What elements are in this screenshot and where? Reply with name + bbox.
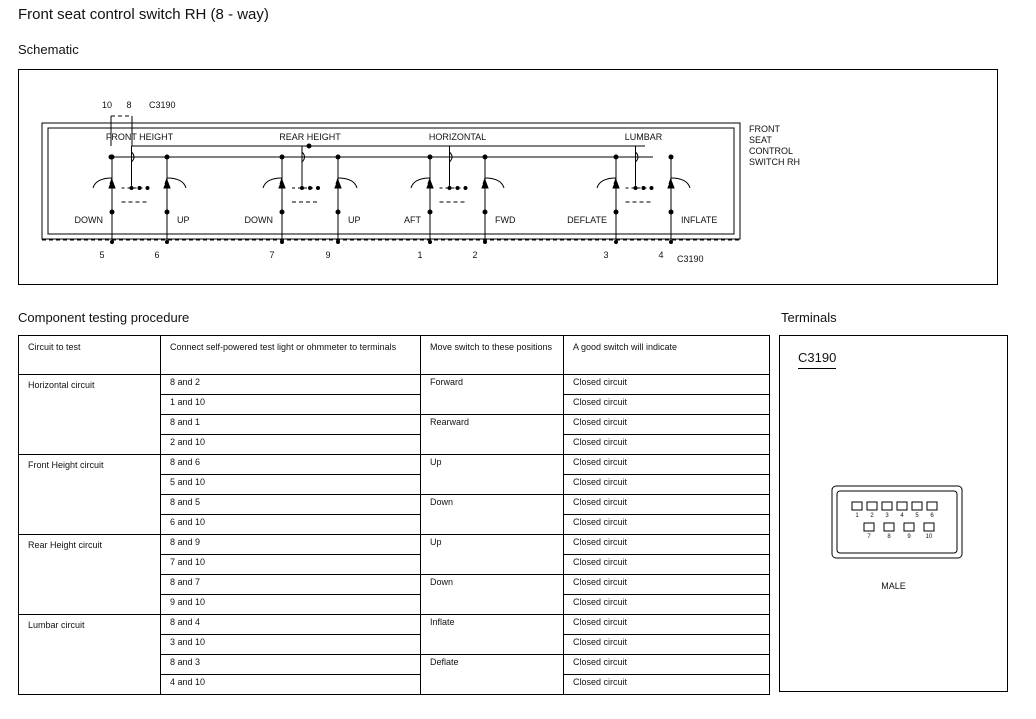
switch-group-lumbar <box>597 146 690 244</box>
switch-position-label: UP <box>348 215 361 225</box>
result-cell: Closed circuit <box>564 535 770 555</box>
switch-position-label: FWD <box>495 215 516 225</box>
result-cell: Closed circuit <box>564 455 770 475</box>
result-cell: Closed circuit <box>564 655 770 675</box>
column-header: Move switch to these positions <box>421 336 564 375</box>
result-cell: Closed circuit <box>564 515 770 535</box>
connector-label: C3190 <box>149 100 176 110</box>
schematic-panel <box>18 69 998 285</box>
result-cell: Closed circuit <box>564 495 770 515</box>
table-header-row <box>19 336 770 375</box>
terminals-cell: 6 and 10 <box>161 515 421 535</box>
terminals-cell: 8 and 3 <box>161 655 421 675</box>
terminals-cell: 1 and 10 <box>161 395 421 415</box>
pin-number: 10 <box>101 100 113 110</box>
terminals-cell: 5 and 10 <box>161 475 421 495</box>
position-cell: Deflate <box>421 655 564 695</box>
pin-number: 5 <box>915 513 919 519</box>
switch-position-label: UP <box>177 215 190 225</box>
terminals-cell: 3 and 10 <box>161 635 421 655</box>
connector-gender-label: MALE <box>881 581 906 591</box>
result-cell: Closed circuit <box>564 375 770 395</box>
pin-cavity <box>912 502 922 510</box>
switch-group-label: HORIZONTAL <box>428 132 487 142</box>
connector-label: C3190 <box>677 254 704 264</box>
pin-number: 8 <box>126 100 132 110</box>
result-cell: Closed circuit <box>564 475 770 495</box>
pin-number: 10 <box>925 534 933 540</box>
result-cell: Closed circuit <box>564 395 770 415</box>
table-row <box>19 455 770 475</box>
switch-group-label: REAR HEIGHT <box>279 132 341 142</box>
switch-group-horizontal <box>411 146 504 244</box>
procedure-heading: Component testing procedure <box>18 310 190 325</box>
result-cell: Closed circuit <box>564 575 770 595</box>
position-cell: Up <box>421 455 564 495</box>
result-cell: Closed circuit <box>564 435 770 455</box>
position-cell: Up <box>421 535 564 575</box>
terminals-heading: Terminals <box>781 310 837 325</box>
pin-number: 1 <box>417 250 423 260</box>
pin-number: 2 <box>472 250 478 260</box>
pin-cavity <box>852 502 862 510</box>
pin-cavity <box>897 502 907 510</box>
pin-number: 7 <box>269 250 275 260</box>
result-cell: Closed circuit <box>564 555 770 575</box>
circuit-name-cell: Front Height circuit <box>19 455 161 535</box>
switch-position-label: INFLATE <box>681 215 718 225</box>
result-cell: Closed circuit <box>564 635 770 655</box>
pin-cavity <box>864 523 874 531</box>
pin-number: 6 <box>154 250 160 260</box>
table-row <box>19 535 770 555</box>
position-cell: Rearward <box>421 415 564 455</box>
terminals-cell: 8 and 4 <box>161 615 421 635</box>
component-label: CONTROL <box>749 146 794 156</box>
pin-number: 6 <box>930 513 934 519</box>
schematic-diagram <box>19 70 999 286</box>
page-title: Front seat control switch RH (8 - way) <box>18 6 269 23</box>
switch-position-label: DEFLATE <box>567 215 607 225</box>
pin-number: 2 <box>870 513 874 519</box>
connector-id: C3190 <box>798 350 836 369</box>
terminals-cell: 9 and 10 <box>161 595 421 615</box>
pin-number: 8 <box>887 534 891 540</box>
result-cell: Closed circuit <box>564 415 770 435</box>
terminals-panel <box>779 335 1008 692</box>
result-cell: Closed circuit <box>564 675 770 695</box>
component-label: FRONT <box>749 124 780 134</box>
switch-group-label: FRONT HEIGHT <box>105 132 174 142</box>
terminals-cell: 8 and 5 <box>161 495 421 515</box>
pin-number: 9 <box>907 534 911 540</box>
terminals-cell: 8 and 1 <box>161 415 421 435</box>
pin-cavity <box>924 523 934 531</box>
table-row <box>19 375 770 395</box>
pin-cavity <box>882 502 892 510</box>
switch-group-front-height <box>93 146 186 244</box>
terminals-cell: 8 and 9 <box>161 535 421 555</box>
circuit-name-cell: Lumbar circuit <box>19 615 161 695</box>
terminals-cell: 2 and 10 <box>161 435 421 455</box>
terminals-cell: 8 and 6 <box>161 455 421 475</box>
component-label: SEAT <box>749 135 772 145</box>
position-cell: Down <box>421 575 564 615</box>
result-cell: Closed circuit <box>564 615 770 635</box>
pin-number: 3 <box>603 250 609 260</box>
terminals-cell: 8 and 7 <box>161 575 421 595</box>
switch-group-label: LUMBAR <box>624 132 663 142</box>
position-cell: Inflate <box>421 615 564 655</box>
terminals-cell: 8 and 2 <box>161 375 421 395</box>
switch-group-rear-height <box>263 146 357 244</box>
table-row <box>19 615 770 635</box>
switch-position-label: DOWN <box>74 215 103 225</box>
pin-cavity <box>884 523 894 531</box>
circuit-name-cell: Rear Height circuit <box>19 535 161 615</box>
result-cell: Closed circuit <box>564 595 770 615</box>
pin-number: 7 <box>867 534 871 540</box>
column-header: Circuit to test <box>19 336 161 375</box>
component-label: SWITCH RH <box>749 157 800 167</box>
position-cell: Forward <box>421 375 564 415</box>
schematic-heading: Schematic <box>18 42 79 57</box>
pin-number: 5 <box>99 250 105 260</box>
switch-position-label: DOWN <box>244 215 273 225</box>
pin-number: 1 <box>855 513 859 519</box>
circuit-name-cell: Horizontal circuit <box>19 375 161 455</box>
column-header: A good switch will indicate <box>564 336 770 375</box>
terminals-cell: 4 and 10 <box>161 675 421 695</box>
column-header: Connect self-powered test light or ohmmeter to terminals <box>161 336 421 375</box>
pin-cavity <box>867 502 877 510</box>
switch-position-label: AFT <box>404 215 421 225</box>
procedure-table <box>18 335 770 695</box>
connector-face-diagram <box>830 484 966 560</box>
pin-number: 4 <box>658 250 664 260</box>
pin-cavity <box>904 523 914 531</box>
pin-cavity <box>927 502 937 510</box>
pin-number: 9 <box>325 250 331 260</box>
pin-number: 3 <box>885 513 889 519</box>
position-cell: Down <box>421 495 564 535</box>
pin-number: 4 <box>900 513 904 519</box>
terminals-cell: 7 and 10 <box>161 555 421 575</box>
